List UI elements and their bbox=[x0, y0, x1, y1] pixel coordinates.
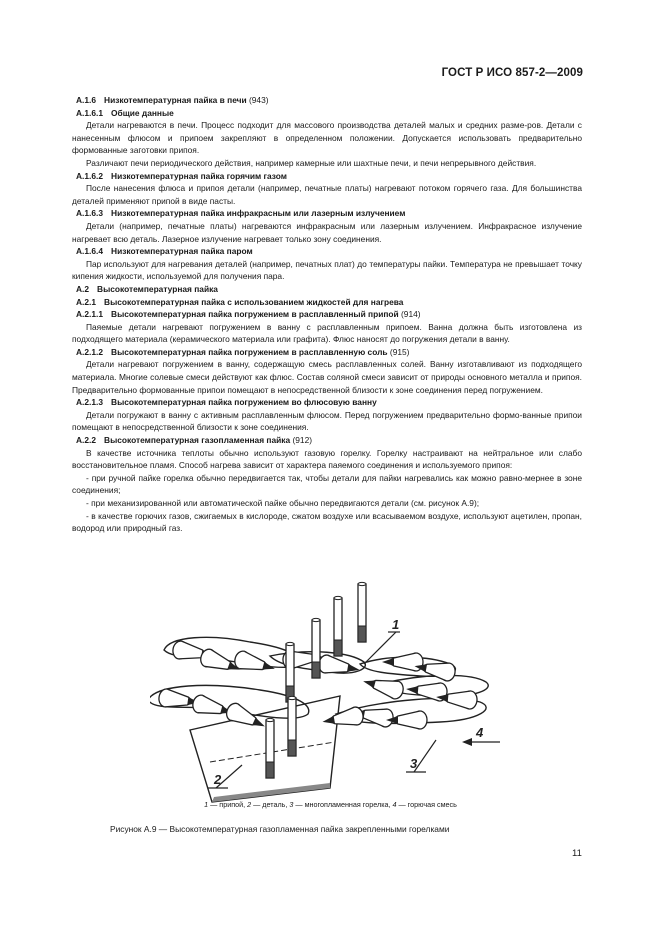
section-heading bbox=[72, 283, 582, 296]
section-title: Низкотемпературная пайка в печи bbox=[104, 95, 247, 105]
brazing-diagram bbox=[150, 572, 516, 812]
paragraph: - при ручной пайке горелка обычно передвигается так, чтобы детали для пайки нагревались как можно равно-мернее в зоне соединения; bbox=[72, 472, 582, 496]
iso-process-ref: (943) bbox=[248, 95, 269, 105]
label-2: 2 bbox=[214, 772, 222, 787]
label-3: 3 bbox=[410, 756, 418, 771]
page-number: 11 bbox=[572, 848, 582, 859]
iso-process-ref: (914) bbox=[401, 309, 421, 320]
label-4: 4 bbox=[476, 725, 484, 740]
figure-title: Рисунок А.9 — Высокотемпературная газопламенная пайка закрепленными горелками bbox=[110, 824, 450, 834]
section-heading bbox=[72, 94, 582, 107]
document-body bbox=[72, 94, 582, 535]
section-title: Высокотемпературная пайка погружением в расплавленный припой bbox=[111, 309, 399, 320]
section-heading bbox=[72, 245, 582, 258]
section-title: Высокотемпературная газопламенная пайка bbox=[104, 435, 291, 446]
figure-legend: 1 — припой, 2 — деталь, 3 — многопламенная горелка, 4 — горючая смесь bbox=[204, 800, 457, 809]
paragraph: Детали нагреваются в печи. Процесс подходит для массового производства деталей малых и средних разме-ров. Детали с нанесенным флюсом и припоем закрепляют в определенном положении. Допускается использовать предварительно формованные заготовки припоя. bbox=[72, 120, 582, 156]
document-id-header: ГОСТ Р ИСО 857-2—2009 bbox=[441, 67, 583, 79]
section-title: Высокотемпературная пайка погружением в расплавленную соль bbox=[111, 346, 388, 357]
section-number: A.2.2 bbox=[76, 435, 97, 446]
section-title: Высокотемпературная пайка bbox=[97, 283, 218, 294]
section-heading bbox=[72, 346, 582, 359]
section-number: A.1.6 bbox=[76, 95, 97, 105]
section-number: A.2.1.3 bbox=[76, 397, 104, 408]
section-number: A.1.6.3 bbox=[76, 208, 104, 219]
section-title: Низкотемпературная пайка паром bbox=[111, 246, 253, 257]
section-title: Высокотемпературная пайка с использованием жидкостей для нагрева bbox=[104, 296, 404, 307]
iso-process-ref: (915) bbox=[389, 346, 410, 357]
section-heading bbox=[72, 308, 582, 321]
section-heading bbox=[72, 296, 582, 309]
paragraph: Пар используют для нагревания деталей (например, печатных плат) до температуры пайки. Температура не превышает точку кипения жидкости, используемой для получения пара. bbox=[72, 258, 582, 282]
section-title: Общие данные bbox=[111, 107, 174, 118]
section-heading bbox=[72, 434, 582, 447]
section-number: A.2 bbox=[76, 283, 90, 294]
paragraph: Детали погружают в ванну с активным расплавленным флюсом. Перед погружением предварительно формо-ванные припои помещают в непосредственной близости к зоне соединения. bbox=[72, 409, 582, 433]
section-heading bbox=[72, 396, 582, 409]
section-title: Низкотемпературная пайка инфракрасным или лазерным излучением bbox=[111, 208, 406, 219]
figure-a9 bbox=[150, 572, 516, 812]
section-heading bbox=[72, 207, 582, 220]
section-number: A.1.6.4 bbox=[76, 246, 104, 257]
section-number: A.2.1.2 bbox=[76, 346, 104, 357]
paragraph: Паяемые детали нагревают погружением в ванну с расплавленным припоем. Ванна должна быть изготовлена из подходящего материала (керамического материала или графита). Флюс наносят до погружения детали в ванну. bbox=[72, 321, 582, 345]
paragraph: Различают печи периодического действия, например камерные или шахтные печи, и печи непрерывного действия. bbox=[86, 157, 537, 168]
section-heading bbox=[72, 170, 582, 183]
section-heading bbox=[72, 107, 582, 120]
section-title: Низкотемпературная пайка горячим газом bbox=[111, 170, 287, 181]
paragraph: - при механизированной или автоматической пайке обычно передвигаются детали (см. рисунок А.9); bbox=[86, 498, 480, 508]
label-1: 1 bbox=[392, 617, 400, 632]
paragraph: - в качестве горючих газов, сжигаемых в кислороде, сжатом воздухе или всасываемом воздухе, используют ацетилен, пропан, водород или природный газ. bbox=[72, 510, 582, 534]
paragraph: После нанесения флюса и припоя детали (например, печатные платы) нагревают потоком горячего газа. Для большинства деталей применяют припой в виде пасты. bbox=[72, 183, 582, 206]
section-number: A.2.1.1 bbox=[76, 309, 104, 320]
paragraph: В качестве источника теплоты обычно используют газовую горелку. Горелку настраивают на нейтральное или слабо восстановительное пламя. Способ нагрева зависит от характера паяемого соединения и используемого припоя: bbox=[72, 447, 582, 471]
iso-process-ref: (912) bbox=[292, 435, 313, 446]
paragraph: Детали нагревают погружением в ванну, содержащую смесь расплавленных солей. Ванну изготавливают из подходящего материала. Многие солевые смеси действуют как флюс. Состав соляной смеси зависит от природы основного металла и припоя. Предварительно формованные припои помещают в непосредственной близости к зоне соединения перед погружением. bbox=[72, 359, 582, 395]
section-number: A.1.6.2 bbox=[76, 170, 104, 181]
section-title: Высокотемпературная пайка погружением во флюсовую ванну bbox=[111, 397, 377, 408]
section-number: A.1.6.1 bbox=[76, 107, 104, 118]
section-number: A.2.1 bbox=[76, 296, 97, 307]
paragraph: Детали (например, печатные платы) нагреваются инфракрасным или лазерным излучением. Инфракрасное излучение нагревает всю деталь. Лазерное излучение нагревает только зону соединения. bbox=[72, 220, 582, 244]
